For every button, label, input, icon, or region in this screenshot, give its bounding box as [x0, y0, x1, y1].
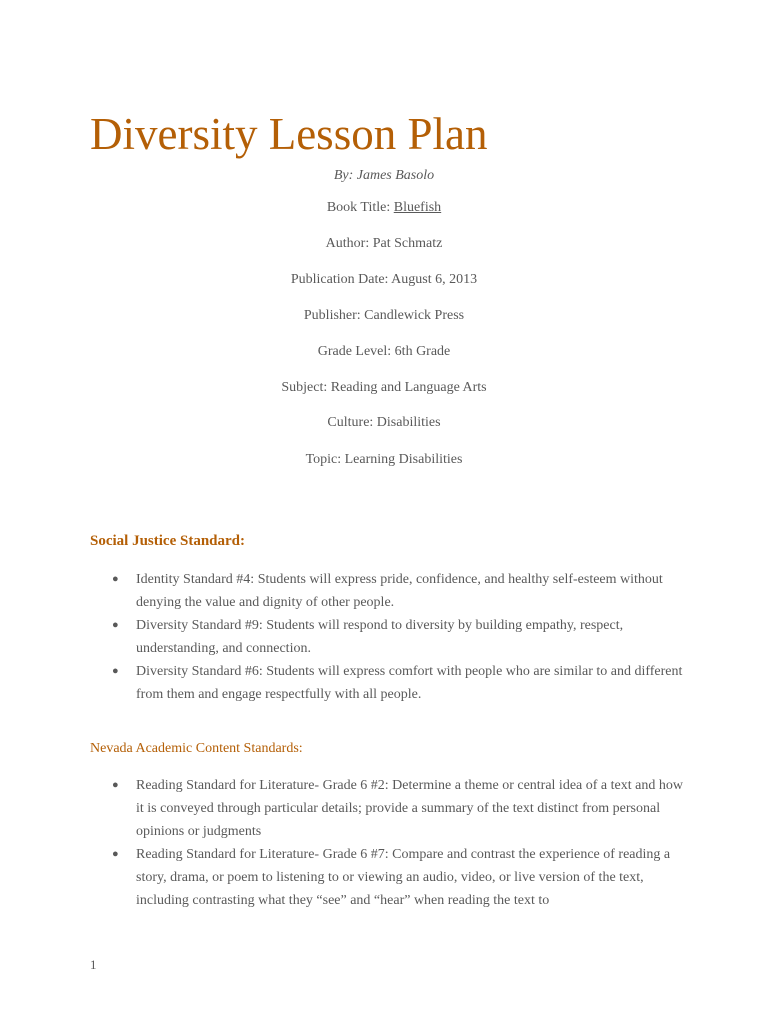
document-title: Diversity Lesson Plan: [90, 109, 488, 159]
bullet-icon: ●: [112, 573, 119, 585]
grade-level-line: Grade Level: 6th Grade: [317, 344, 451, 359]
list-item: [90, 774, 690, 843]
list-item: [90, 614, 690, 660]
culture-line: Culture: Disabilities: [327, 415, 441, 430]
subject-line: Subject: Reading and Language Arts: [281, 380, 487, 395]
book-title-line: [0, 198, 768, 218]
list-item-text: Reading Standard for Literature- Grade 6 #7: Compare and contrast the experience of reading a story, drama, or poem to listening to or viewing an audio, video, or live version of the text, including contrasting what they “see” and “hear” when reading the text to: [136, 847, 671, 908]
bullet-icon: ●: [112, 619, 119, 631]
social-justice-heading: Social Justice Standard:: [90, 533, 246, 549]
byline: By: James Basolo: [333, 168, 435, 183]
list-item-text: Diversity Standard #6: Students will express comfort with people who are similar to and different from them and engage respectfully with all people.: [136, 664, 683, 702]
author-line: Author: Pat Schmatz: [325, 236, 443, 251]
bullet-icon: ●: [112, 779, 119, 791]
nevada-standards-heading: Nevada Academic Content Standards:: [90, 741, 303, 756]
list-item-text: Identity Standard #4: Students will express pride, confidence, and healthy self-esteem without denying the value and dignity of other people.: [136, 572, 663, 610]
bullet-icon: ●: [112, 848, 119, 860]
nevada-standards-list: [90, 774, 690, 912]
bullet-icon: ●: [112, 665, 119, 677]
list-item: [90, 843, 690, 912]
list-item: [90, 568, 690, 614]
book-title-link[interactable]: Bluefish: [393, 200, 442, 215]
topic-line: Topic: Learning Disabilities: [305, 452, 463, 467]
book-title-label: Book Title:: [326, 200, 394, 215]
social-justice-list: [90, 568, 690, 706]
publication-date-line: Publication Date: August 6, 2013: [290, 272, 478, 287]
publisher-line: Publisher: Candlewick Press: [303, 308, 465, 323]
list-item-text: Reading Standard for Literature- Grade 6 #2: Determine a theme or central idea of a text and how it is conveyed through particular details; provide a summary of the text distinct from personal opinions or judgments: [136, 778, 683, 839]
page-number: 1: [90, 957, 97, 972]
list-item: [90, 660, 690, 706]
list-item-text: Diversity Standard #9: Students will respond to diversity by building empathy, respect, understanding, and connection.: [136, 618, 624, 656]
